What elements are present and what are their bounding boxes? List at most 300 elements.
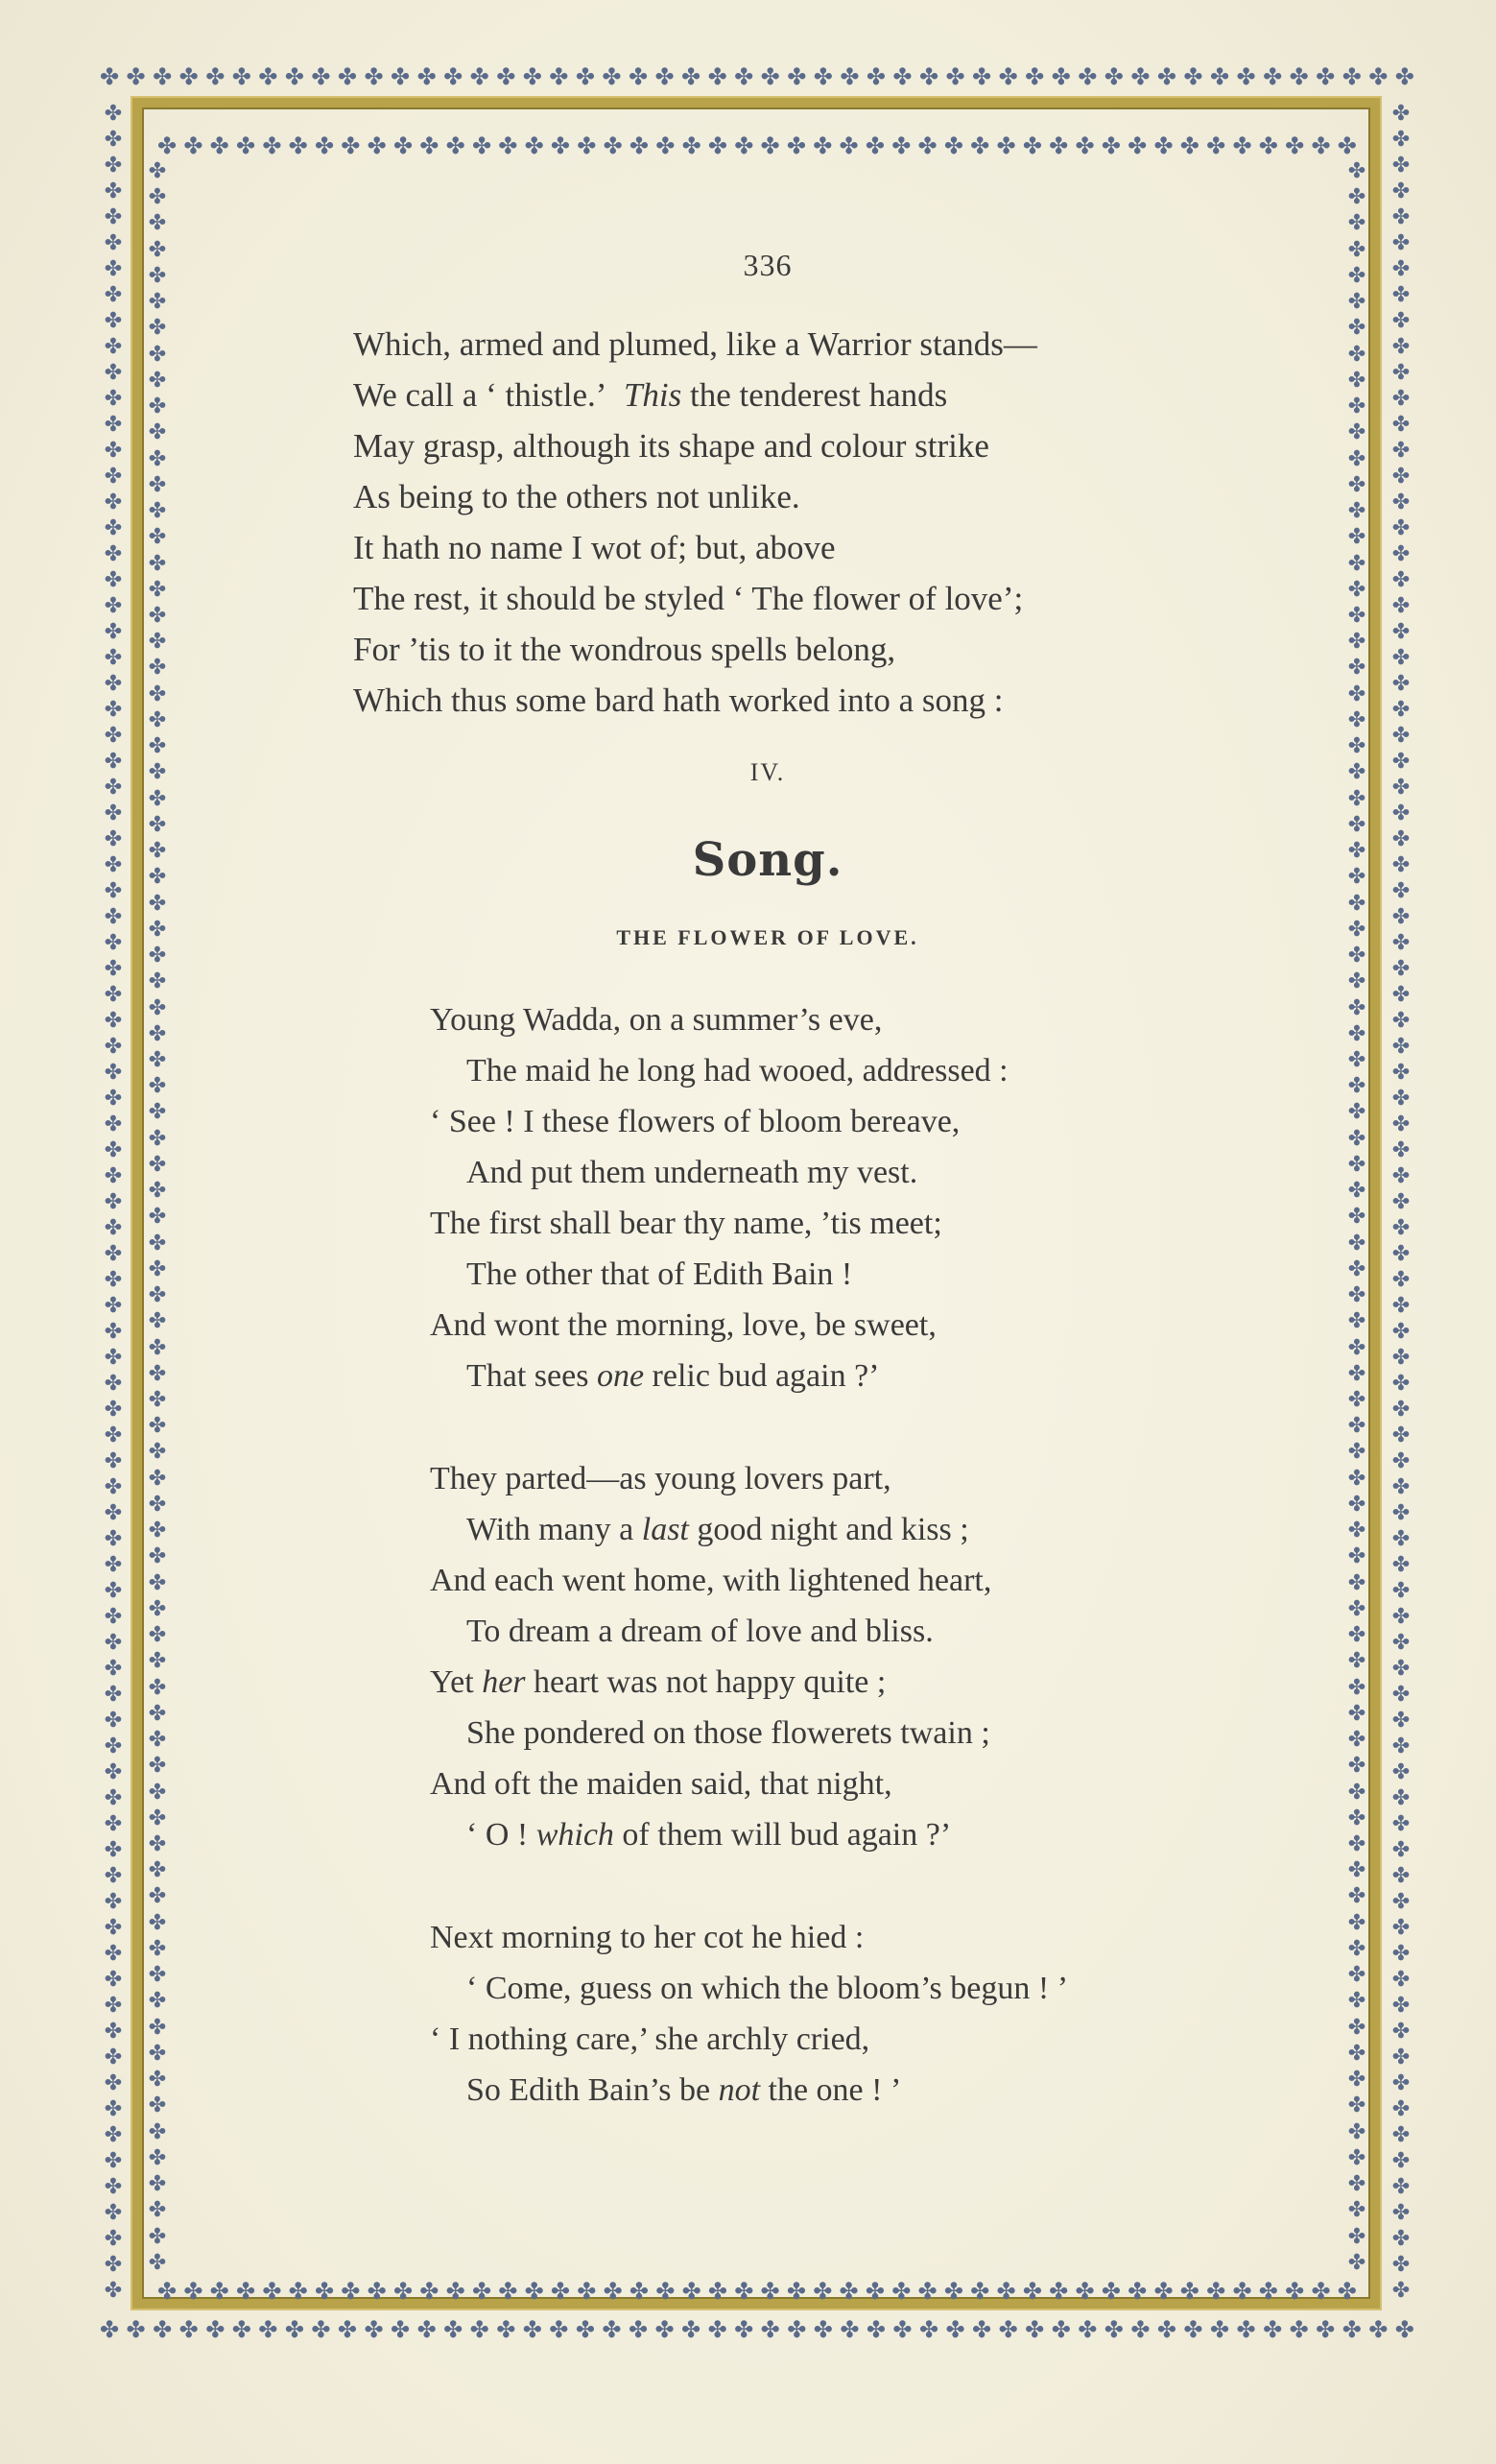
quatrefoil-cross-icon: ✤ (1347, 2172, 1366, 2197)
quatrefoil-cross-icon: ✤ (284, 2316, 304, 2343)
quatrefoil-cross-icon: ✤ (104, 1061, 123, 1085)
quatrefoil-cross-icon: ✤ (1391, 1786, 1411, 1810)
quatrefoil-cross-icon: ✤ (1391, 179, 1411, 203)
quatrefoil-cross-icon: ✤ (1128, 2278, 1148, 2305)
quatrefoil-cross-icon: ✤ (104, 387, 123, 411)
quatrefoil-cross-icon: ✤ (311, 63, 331, 90)
quatrefoil-cross-icon: ✤ (443, 63, 463, 90)
quatrefoil-cross-icon: ✤ (104, 1734, 123, 1758)
quatrefoil-cross-icon: ✤ (1051, 2316, 1071, 2343)
quatrefoil-cross-icon: ✤ (104, 439, 123, 463)
quatrefoil-cross-icon: ✤ (1347, 839, 1366, 864)
quatrefoil-cross-icon: ✤ (104, 2253, 123, 2277)
quatrefoil-cross-icon: ✤ (1347, 734, 1366, 759)
quatrefoil-cross-icon: ✤ (1391, 2253, 1411, 2277)
quatrefoil-cross-icon: ✤ (148, 917, 167, 942)
quatrefoil-cross-icon: ✤ (1391, 1061, 1411, 1085)
quatrefoil-cross-icon: ✤ (148, 734, 167, 759)
quatrefoil-cross-icon: ✤ (148, 2198, 167, 2223)
quatrefoil-cross-icon: ✤ (1347, 237, 1366, 262)
quatrefoil-cross-icon: ✤ (760, 63, 780, 90)
quatrefoil-cross-icon: ✤ (1391, 931, 1411, 955)
quatrefoil-cross-icon: ✤ (1347, 995, 1366, 1020)
quatrefoil-cross-icon: ✤ (104, 1527, 123, 1551)
quatrefoil-cross-icon: ✤ (1051, 63, 1071, 90)
poem-line: And wont the morning, love, be sweet, (430, 1307, 937, 1343)
quatrefoil-cross-icon: ✤ (840, 2316, 860, 2343)
quatrefoil-cross-icon: ✤ (178, 63, 199, 90)
quatrefoil-cross-icon: ✤ (148, 2224, 167, 2249)
quatrefoil-cross-icon: ✤ (104, 1579, 123, 1603)
quatrefoil-cross-icon: ✤ (148, 446, 167, 471)
quatrefoil-cross-icon: ✤ (1391, 1709, 1411, 1733)
quatrefoil-cross-icon: ✤ (104, 205, 123, 229)
quatrefoil-cross-icon: ✤ (148, 185, 167, 210)
quatrefoil-cross-icon: ✤ (1156, 2316, 1176, 2343)
quatrefoil-cross-icon: ✤ (1391, 128, 1411, 152)
quatrefoil-cross-icon: ✤ (866, 2316, 886, 2343)
quatrefoil-cross-icon: ✤ (655, 132, 676, 159)
quatrefoil-cross-icon: ✤ (1391, 1294, 1411, 1318)
quatrefoil-cross-icon: ✤ (104, 646, 123, 670)
quatrefoil-cross-icon: ✤ (813, 132, 833, 159)
poem-line: As being to the others not unlike. (353, 478, 800, 515)
quatrefoil-cross-icon: ✤ (681, 2316, 701, 2343)
quatrefoil-cross-icon: ✤ (1391, 568, 1411, 592)
quatrefoil-cross-icon: ✤ (419, 132, 439, 159)
quatrefoil-cross-icon: ✤ (104, 413, 123, 437)
quatrefoil-cross-icon: ✤ (1347, 656, 1366, 681)
quatrefoil-cross-icon: ✤ (148, 1910, 167, 1935)
quatrefoil-cross-icon: ✤ (148, 2119, 167, 2144)
quatrefoil-cross-icon: ✤ (1347, 1152, 1366, 1177)
quatrefoil-cross-icon: ✤ (1347, 2250, 1366, 2275)
quatrefoil-cross-icon: ✤ (629, 132, 650, 159)
quatrefoil-cross-icon: ✤ (104, 1216, 123, 1240)
quatrefoil-cross-icon: ✤ (1394, 2316, 1414, 2343)
quatrefoil-cross-icon: ✤ (1347, 1675, 1366, 1700)
line-text: ‘ O ! (466, 1817, 536, 1853)
quatrefoil-cross-icon: ✤ (1347, 577, 1366, 602)
quatrefoil-cross-icon: ✤ (104, 154, 123, 178)
poem-line: The maid he long had wooed, addressed : (466, 1053, 1009, 1088)
quatrefoil-cross-icon: ✤ (205, 63, 226, 90)
quatrefoil-cross-icon: ✤ (104, 1009, 123, 1033)
quatrefoil-cross-icon: ✤ (602, 2316, 622, 2343)
quatrefoil-cross-icon: ✤ (1391, 1423, 1411, 1447)
quatrefoil-cross-icon: ✤ (1232, 132, 1252, 159)
quatrefoil-cross-icon: ✤ (1391, 1579, 1411, 1603)
quatrefoil-cross-icon: ✤ (734, 2316, 754, 2343)
quatrefoil-cross-icon: ✤ (1347, 1361, 1366, 1386)
quatrefoil-cross-icon: ✤ (1342, 63, 1362, 90)
quatrefoil-cross-icon: ✤ (1075, 132, 1095, 159)
quatrefoil-cross-icon: ✤ (104, 1294, 123, 1318)
quatrefoil-cross-icon: ✤ (148, 1832, 167, 1856)
quatrefoil-cross-icon: ✤ (104, 1657, 123, 1681)
quatrefoil-cross-icon: ✤ (178, 2316, 199, 2343)
poem-line: To dream a dream of love and bliss. (466, 1614, 934, 1649)
quatrefoil-cross-icon: ✤ (104, 1449, 123, 1473)
quatrefoil-cross-icon: ✤ (1258, 132, 1278, 159)
quatrefoil-cross-icon: ✤ (1391, 724, 1411, 748)
quatrefoil-cross-icon: ✤ (148, 1205, 167, 1230)
quatrefoil-cross-icon: ✤ (148, 995, 167, 1020)
quatrefoil-cross-icon: ✤ (1391, 698, 1411, 722)
quatrefoil-cross-icon: ✤ (1391, 387, 1411, 411)
quatrefoil-cross-icon: ✤ (148, 1492, 167, 1517)
quatrefoil-cross-icon: ✤ (1394, 63, 1414, 90)
quatrefoil-cross-icon: ✤ (258, 2316, 278, 2343)
quatrefoil-cross-icon: ✤ (1316, 2316, 1336, 2343)
quatrefoil-cross-icon: ✤ (1391, 1138, 1411, 1162)
quatrefoil-cross-icon: ✤ (1347, 1519, 1366, 1543)
quatrefoil-cross-icon: ✤ (1391, 2097, 1411, 2121)
quatrefoil-cross-icon: ✤ (1347, 865, 1366, 890)
quatrefoil-cross-icon: ✤ (148, 891, 167, 916)
quatrefoil-cross-icon: ✤ (392, 132, 414, 159)
quatrefoil-cross-icon: ✤ (148, 1806, 167, 1830)
poem-line: Which thus some bard hath worked into a song : (353, 682, 1004, 719)
quatrefoil-cross-icon: ✤ (104, 1035, 123, 1059)
quatrefoil-cross-icon: ✤ (1391, 957, 1411, 981)
quatrefoil-cross-icon: ✤ (235, 132, 256, 159)
quatrefoil-cross-icon: ✤ (602, 63, 622, 90)
quatrefoil-cross-icon: ✤ (1347, 1989, 1366, 2014)
quatrefoil-cross-icon: ✤ (104, 1138, 123, 1162)
quatrefoil-cross-icon: ✤ (1347, 263, 1366, 288)
quatrefoil-cross-icon: ✤ (104, 1423, 123, 1447)
quatrefoil-cross-icon: ✤ (1311, 132, 1331, 159)
quatrefoil-cross-icon: ✤ (1049, 132, 1069, 159)
quatrefoil-cross-icon: ✤ (104, 516, 123, 540)
quatrefoil-cross-icon: ✤ (1391, 516, 1411, 540)
quatrefoil-cross-icon: ✤ (550, 132, 571, 159)
quatrefoil-cross-icon: ✤ (1183, 63, 1203, 90)
quatrefoil-cross-icon: ✤ (1391, 102, 1411, 126)
poem-line: For ’tis to it the wondrous spells belong, (353, 631, 896, 668)
quatrefoil-cross-icon: ✤ (1104, 63, 1124, 90)
quatrefoil-cross-icon: ✤ (707, 2278, 727, 2305)
quatrefoil-cross-icon: ✤ (337, 63, 358, 90)
quatrefoil-cross-icon: ✤ (839, 132, 859, 159)
quatrefoil-cross-icon: ✤ (1391, 1346, 1411, 1370)
quatrefoil-cross-icon: ✤ (1347, 446, 1366, 471)
quatrefoil-cross-icon: ✤ (1347, 2041, 1366, 2066)
quatrefoil-cross-icon: ✤ (100, 63, 120, 90)
quatrefoil-cross-icon: ✤ (1391, 335, 1411, 359)
quatrefoil-cross-icon: ✤ (1391, 1916, 1411, 1940)
quatrefoil-cross-icon: ✤ (104, 1164, 123, 1188)
quatrefoil-cross-icon: ✤ (1391, 361, 1411, 385)
quatrefoil-cross-icon: ✤ (1391, 776, 1411, 800)
quatrefoil-cross-icon: ✤ (148, 1649, 167, 1674)
quatrefoil-cross-icon: ✤ (1337, 132, 1357, 159)
quatrefoil-cross-icon: ✤ (104, 1631, 123, 1655)
quatrefoil-cross-icon: ✤ (1391, 413, 1411, 437)
quatrefoil-cross-icon: ✤ (364, 2316, 384, 2343)
section-number: IV. (749, 758, 786, 786)
quatrefoil-cross-icon: ✤ (262, 2278, 282, 2305)
quatrefoil-cross-icon: ✤ (1391, 750, 1411, 774)
quatrefoil-cross-icon: ✤ (813, 2278, 833, 2305)
quatrefoil-cross-icon: ✤ (231, 63, 251, 90)
quatrefoil-cross-icon: ✤ (148, 525, 167, 550)
quatrefoil-cross-icon: ✤ (945, 63, 965, 90)
quatrefoil-cross-icon: ✤ (1391, 672, 1411, 696)
quatrefoil-cross-icon: ✤ (549, 2316, 569, 2343)
quatrefoil-cross-icon: ✤ (1391, 801, 1411, 825)
quatrefoil-cross-icon: ✤ (104, 1812, 123, 1836)
quatrefoil-cross-icon: ✤ (866, 63, 886, 90)
quatrefoil-cross-icon: ✤ (813, 2316, 833, 2343)
quatrefoil-cross-icon: ✤ (183, 132, 203, 159)
quatrefoil-cross-icon: ✤ (148, 630, 167, 655)
quatrefoil-cross-icon: ✤ (1391, 465, 1411, 489)
quatrefoil-cross-icon: ✤ (550, 2278, 571, 2305)
poem-line: The other that of Edith Bain ! (466, 1256, 853, 1292)
quatrefoil-cross-icon: ✤ (1347, 472, 1366, 497)
quatrefoil-cross-icon: ✤ (1391, 490, 1411, 514)
stanza-1 (430, 994, 1274, 1401)
quatrefoil-cross-icon: ✤ (1347, 290, 1366, 315)
quatrefoil-cross-icon: ✤ (1347, 1780, 1366, 1805)
quatrefoil-cross-icon: ✤ (148, 2250, 167, 2275)
quatrefoil-cross-icon: ✤ (104, 542, 123, 566)
poem-line: And oft the maiden said, that night, (430, 1766, 892, 1802)
quatrefoil-cross-icon: ✤ (148, 1179, 167, 1204)
quatrefoil-cross-icon: ✤ (104, 1372, 123, 1396)
quatrefoil-cross-icon: ✤ (104, 2279, 123, 2303)
quatrefoil-cross-icon: ✤ (148, 1440, 167, 1465)
quatrefoil-cross-icon: ✤ (148, 1519, 167, 1543)
quatrefoil-cross-icon: ✤ (1391, 594, 1411, 618)
quatrefoil-cross-icon: ✤ (148, 1152, 167, 1177)
quatrefoil-cross-icon: ✤ (104, 1320, 123, 1344)
quatrefoil-cross-icon: ✤ (681, 132, 701, 159)
quatrefoil-cross-icon: ✤ (577, 132, 597, 159)
quatrefoil-cross-icon: ✤ (443, 2316, 463, 2343)
quatrefoil-cross-icon: ✤ (148, 1231, 167, 1256)
quatrefoil-cross-icon: ✤ (391, 2316, 411, 2343)
quatrefoil-cross-icon: ✤ (945, 2316, 965, 2343)
quatrefoil-cross-icon: ✤ (148, 472, 167, 497)
quatrefoil-cross-icon: ✤ (1391, 1605, 1411, 1629)
quatrefoil-cross-icon: ✤ (654, 63, 675, 90)
quatrefoil-cross-icon: ✤ (148, 1047, 167, 1072)
quatrefoil-cross-icon: ✤ (1391, 542, 1411, 566)
quatrefoil-cross-icon: ✤ (1130, 2316, 1151, 2343)
quatrefoil-cross-icon: ✤ (603, 132, 623, 159)
quatrefoil-cross-icon: ✤ (148, 839, 167, 864)
quatrefoil-cross-icon: ✤ (231, 2316, 251, 2343)
quatrefoil-cross-icon: ✤ (104, 1553, 123, 1577)
quatrefoil-cross-icon: ✤ (104, 568, 123, 592)
song-poem (430, 994, 1274, 2116)
quatrefoil-cross-icon: ✤ (126, 2316, 146, 2343)
quatrefoil-cross-icon: ✤ (148, 395, 167, 419)
line-text: good night and kiss ; (688, 1512, 969, 1547)
quatrefoil-cross-icon: ✤ (1347, 316, 1366, 341)
poem-line (430, 2065, 1274, 2116)
quatrefoil-cross-icon: ✤ (148, 1309, 167, 1334)
poem-line: ‘ I nothing care,’ she archly cried, (430, 2021, 870, 2057)
quatrefoil-cross-icon: ✤ (364, 63, 384, 90)
quatrefoil-cross-icon: ✤ (148, 1701, 167, 1726)
quatrefoil-cross-icon: ✤ (1078, 2316, 1098, 2343)
quatrefoil-cross-icon: ✤ (1263, 63, 1283, 90)
quatrefoil-cross-icon: ✤ (104, 672, 123, 696)
quatrefoil-cross-icon: ✤ (104, 801, 123, 825)
quatrefoil-cross-icon: ✤ (1391, 1968, 1411, 1992)
poem-line: Young Wadda, on a summer’s eve, (430, 1002, 883, 1038)
line-text: the one ! ’ (760, 2072, 902, 2108)
poem-line: She pondered on those flowerets twain ; (466, 1715, 990, 1751)
quatrefoil-cross-icon: ✤ (148, 1936, 167, 1961)
quatrefoil-cross-icon: ✤ (1347, 891, 1366, 916)
quatrefoil-cross-icon: ✤ (787, 63, 807, 90)
quatrefoil-cross-icon: ✤ (416, 2316, 437, 2343)
poem-line: And put them underneath my vest. (466, 1155, 918, 1190)
quatrefoil-cross-icon: ✤ (1391, 2227, 1411, 2251)
quatrefoil-cross-icon: ✤ (258, 63, 278, 90)
quatrefoil-cross-icon: ✤ (205, 2316, 226, 2343)
quatrefoil-cross-icon: ✤ (104, 465, 123, 489)
quatrefoil-cross-icon: ✤ (104, 335, 123, 359)
quatrefoil-cross-icon: ✤ (1263, 2316, 1283, 2343)
quatrefoil-cross-icon: ✤ (1347, 2015, 1366, 2040)
poem-line: They parted—as young lovers part, (430, 1461, 891, 1496)
quatrefoil-cross-icon: ✤ (1347, 630, 1366, 655)
quatrefoil-cross-icon: ✤ (148, 760, 167, 785)
quatrefoil-cross-icon: ✤ (603, 2278, 623, 2305)
quatrefoil-cross-icon: ✤ (1209, 2316, 1230, 2343)
quatrefoil-cross-icon: ✤ (1179, 132, 1199, 159)
quatrefoil-cross-icon: ✤ (1347, 342, 1366, 367)
quatrefoil-cross-icon: ✤ (104, 1346, 123, 1370)
quatrefoil-cross-icon: ✤ (1347, 760, 1366, 785)
quatrefoil-cross-icon: ✤ (998, 63, 1018, 90)
quatrefoil-cross-icon: ✤ (1347, 1466, 1366, 1491)
quatrefoil-cross-icon: ✤ (1391, 2071, 1411, 2095)
song-title: Song. (692, 833, 843, 887)
quatrefoil-cross-icon: ✤ (104, 1786, 123, 1810)
quatrefoil-cross-icon: ✤ (148, 1570, 167, 1595)
quatrefoil-cross-icon: ✤ (104, 2071, 123, 2095)
quatrefoil-cross-icon: ✤ (391, 63, 411, 90)
quatrefoil-cross-icon: ✤ (284, 63, 304, 90)
quatrefoil-cross-icon: ✤ (522, 2316, 542, 2343)
quatrefoil-cross-icon: ✤ (1153, 2278, 1174, 2305)
quatrefoil-cross-icon: ✤ (148, 2068, 167, 2093)
quatrefoil-cross-icon: ✤ (104, 1916, 123, 1940)
quatrefoil-cross-icon: ✤ (1128, 132, 1148, 159)
quatrefoil-cross-icon: ✤ (1391, 1216, 1411, 1240)
quatrefoil-cross-icon: ✤ (104, 231, 123, 255)
quatrefoil-cross-icon: ✤ (998, 2316, 1018, 2343)
quatrefoil-cross-icon: ✤ (104, 1942, 123, 1966)
quatrefoil-cross-icon: ✤ (1347, 1021, 1366, 1046)
quatrefoil-cross-icon: ✤ (1347, 1649, 1366, 1674)
quatrefoil-cross-icon: ✤ (148, 944, 167, 969)
quatrefoil-cross-icon: ✤ (288, 2278, 308, 2305)
quatrefoil-cross-icon: ✤ (1347, 682, 1366, 706)
quatrefoil-cross-icon: ✤ (104, 1242, 123, 1266)
quatrefoil-cross-icon: ✤ (1289, 63, 1309, 90)
quatrefoil-cross-icon: ✤ (367, 132, 387, 159)
stanza-2 (430, 1453, 1274, 1860)
quatrefoil-cross-icon: ✤ (1391, 1035, 1411, 1059)
quatrefoil-cross-icon: ✤ (654, 2316, 675, 2343)
quatrefoil-cross-icon: ✤ (972, 2316, 992, 2343)
quatrefoil-cross-icon: ✤ (1391, 983, 1411, 1007)
quatrefoil-cross-icon: ✤ (760, 2316, 780, 2343)
quatrefoil-cross-icon: ✤ (918, 2316, 939, 2343)
italic-word: one (596, 1358, 645, 1394)
quatrefoil-cross-icon: ✤ (1347, 786, 1366, 811)
quatrefoil-cross-icon: ✤ (445, 132, 465, 159)
quatrefoil-cross-icon: ✤ (148, 1728, 167, 1753)
quatrefoil-cross-icon: ✤ (1104, 2316, 1124, 2343)
quatrefoil-cross-icon: ✤ (813, 63, 833, 90)
quatrefoil-cross-icon: ✤ (1206, 132, 1226, 159)
quatrefoil-cross-icon: ✤ (104, 776, 123, 800)
quatrefoil-cross-icon: ✤ (1391, 2279, 1411, 2303)
quatrefoil-cross-icon: ✤ (1347, 707, 1366, 732)
line-text: relic bud again ?’ (644, 1358, 880, 1394)
page-number: 336 (743, 248, 793, 282)
quatrefoil-cross-icon: ✤ (148, 1074, 167, 1099)
quatrefoil-cross-icon: ✤ (104, 2020, 123, 2044)
quatrefoil-cross-icon: ✤ (1156, 63, 1176, 90)
quatrefoil-cross-icon: ✤ (1391, 154, 1411, 178)
quatrefoil-cross-icon: ✤ (148, 1256, 167, 1281)
quatrefoil-cross-icon: ✤ (1025, 63, 1045, 90)
quatrefoil-cross-icon: ✤ (104, 490, 123, 514)
quatrefoil-cross-icon: ✤ (104, 1398, 123, 1422)
quatrefoil-cross-icon: ✤ (1316, 63, 1336, 90)
quatrefoil-cross-icon: ✤ (104, 1838, 123, 1862)
quatrefoil-cross-icon: ✤ (153, 2316, 173, 2343)
quatrefoil-cross-icon: ✤ (1022, 2278, 1042, 2305)
quatrefoil-cross-icon: ✤ (707, 63, 727, 90)
quatrefoil-cross-icon: ✤ (419, 2278, 439, 2305)
quatrefoil-cross-icon: ✤ (104, 931, 123, 955)
quatrefoil-cross-icon: ✤ (148, 1126, 167, 1151)
quatrefoil-cross-icon: ✤ (148, 1388, 167, 1413)
quatrefoil-cross-icon: ✤ (1347, 1544, 1366, 1569)
quatrefoil-cross-icon: ✤ (1368, 63, 1389, 90)
quatrefoil-cross-icon: ✤ (1347, 1074, 1366, 1099)
quatrefoil-cross-icon: ✤ (1347, 1596, 1366, 1621)
quatrefoil-cross-icon: ✤ (1391, 1268, 1411, 1292)
quatrefoil-cross-icon: ✤ (148, 316, 167, 341)
quatrefoil-cross-icon: ✤ (1391, 905, 1411, 929)
line-text: Yet (430, 1664, 483, 1700)
quatrefoil-cross-icon: ✤ (891, 2278, 912, 2305)
quatrefoil-cross-icon: ✤ (1347, 2198, 1366, 2223)
quatrefoil-cross-icon: ✤ (148, 1283, 167, 1308)
quatrefoil-cross-icon: ✤ (148, 159, 167, 183)
quatrefoil-cross-icon: ✤ (1347, 1335, 1366, 1360)
quatrefoil-cross-icon: ✤ (943, 132, 963, 159)
quatrefoil-cross-icon: ✤ (1347, 1100, 1366, 1125)
quatrefoil-cross-icon: ✤ (104, 724, 123, 748)
quatrefoil-cross-icon: ✤ (996, 2278, 1016, 2305)
quatrefoil-cross-icon: ✤ (104, 827, 123, 851)
quatrefoil-cross-icon: ✤ (1347, 1936, 1366, 1961)
quatrefoil-cross-icon: ✤ (104, 1890, 123, 1914)
